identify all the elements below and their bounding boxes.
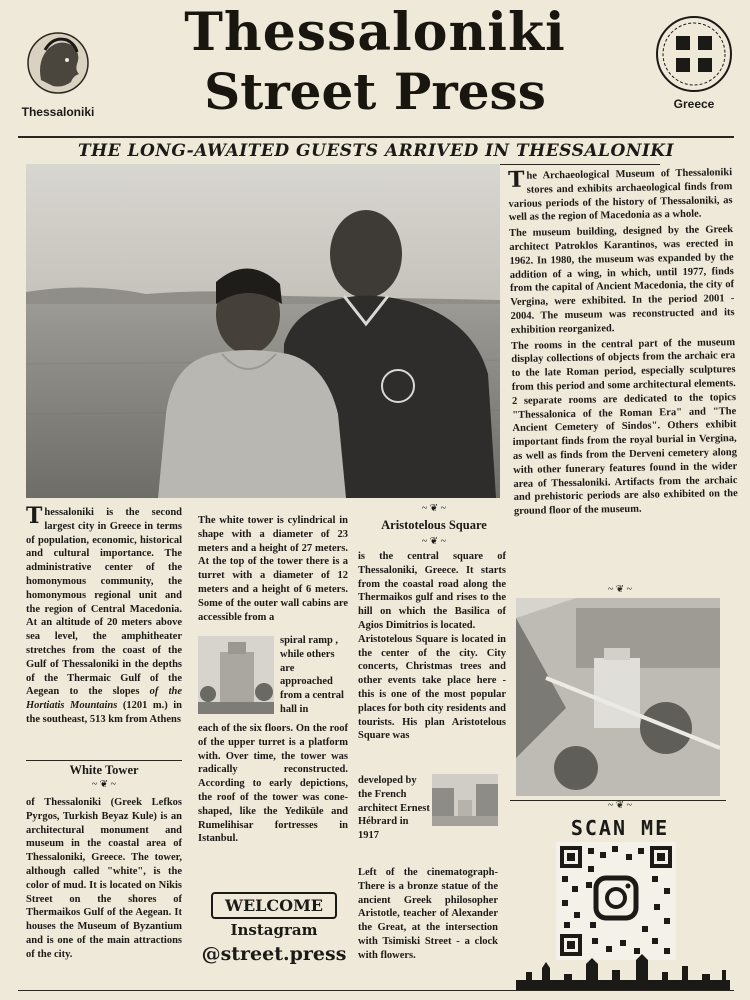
greek-cross-emblem-icon [654, 14, 734, 94]
ornament-divider: ~ ❦ ~ [91, 779, 117, 790]
thessaloniki-lead: hessaloniki [44, 507, 94, 518]
right-logo-caption: Greece [673, 97, 715, 111]
aristotelous-paragraph-1: is the central square of Thessaloniki, Greece. It starts from the coastal road along the Thermaikos gulf and rises to the hill on which the Basilica of Agios Dimitrios is located. [358, 551, 506, 631]
instagram-label: Instagram [230, 921, 318, 939]
aristotelous-paragraph-2: Aristotelous Square is located in the center of the city. City concerts, Christmas trees and other events take place here - this is one of the most popular places for both city residents and tourists. His plan Aristotelous Square was [358, 633, 506, 742]
white-tower-col2-beside: spiral ramp , while others are approached from a central hall in [280, 635, 344, 715]
aristotelous-paragraph-3: Left of the cinematograph- There is a bronze statue of the ancient Greek philosopher Aristotle, teacher of Alexander the Great, at the intersection with Tsimiski Street - a clock with flowers. [358, 867, 498, 961]
white-tower-photo [198, 636, 274, 714]
welcome-banner: WELCOME [211, 892, 337, 919]
thessaloniki-logo [18, 30, 98, 119]
ornament-divider: ~ ❦ ~ [607, 800, 633, 811]
aristotelous-square-photo [432, 774, 498, 826]
heading-rule [26, 760, 182, 761]
greece-emblem [652, 14, 736, 111]
museum-dropcap: T [507, 166, 525, 193]
left-logo-caption: Thessaloniki [21, 105, 95, 119]
masthead-subtitle: Street Press [204, 62, 546, 121]
thessaloniki-body: is the second largest city in Greece in terms of population, economic, historical and cultural importance. The administrative center of the homonymous community, the homonymous regional unit and the region of Central Macedonia. At an altitude of 20 meters above sea level, the amphitheater stretches from the coast of the Gulf of Thessaloniki in the depths of the Thermaic Gulf of the Aegean to the slopes [26, 507, 182, 698]
thessaloniki-article [26, 503, 183, 727]
city-skyline-icon [516, 950, 730, 990]
museum-article [508, 166, 738, 521]
thessaloniki-dropcap: T [26, 503, 43, 529]
masthead-rule [18, 136, 734, 138]
white-tower-article: of Thessaloniki (Greek Lefkos Pyrgos, Turkish Beyaz Kule) is an architectural monument and museum in the coastal area of Thessaloniki, Greece. The tower, although called "white", is the color of mud. It is located on Nikis Street on the shores of Thermaikos Gulf of the Aegean. It houses the Museum of Byzantium and is one of the main attractions of the city. [26, 797, 182, 960]
masthead-title: Thessaloniki [184, 2, 566, 63]
aristotelous-side-text: developed by the French architect Ernest Hébrard in 1917 [358, 775, 430, 842]
white-tower-heading: White Tower [69, 763, 139, 777]
city-aerial-photo [516, 598, 720, 796]
aristotelous-heading-block [360, 504, 508, 547]
white-tower-col2-bottom: each of the six floors. On the roof of the upper turret is a platform with. Over time, the tower was radically reconstructed. According to early depictions, the roof of the tower was cone-shaped, like the Yediküle and Rumelihisar fortresses in Istanbul. [198, 723, 348, 845]
couple-photo [26, 164, 500, 498]
scan-me-label: SCAN ME [570, 816, 670, 840]
museum-paragraph-1: he Archaeological Museum of Thessaloniki stores and exhibits archaeological finds from various periods of the history of Thessaloniki, as well as the region of Macedonia as a whole. [508, 167, 733, 224]
thessaloniki-end: (1201 m.) in the southeast, 513 km from Athens [26, 700, 182, 725]
white-tower-col2-top: The white tower is cylindrical in shape with a diameter of 23 meters and a height of 27 meters. At the top of the tower there is a turret with a diameter of 12 meters and a height of 6 meters. Some of the outer wall cabins are accessible from a [198, 515, 348, 623]
museum-paragraph-2: The museum building, designed by the Greek architect Patroklos Karantinos, was erected in 1962. In 1980, the museum was expanded by the addition of a wing, in which, until 1977, finds from the capital of Ancient Macedonia, the city of Vergina, were exhibited. In the period 2001 - 2004. The museum was reconstructed and its exhibition reorganized. [509, 224, 735, 336]
headline: THE LONG-AWAITED GUESTS ARRIVED IN THESSALONIKI [77, 141, 675, 161]
bottom-rule [18, 990, 734, 991]
aristotelous-article [358, 550, 506, 743]
alexander-head-icon [23, 30, 93, 96]
thessaloniki-italic: of the Hortiatis Mountains [26, 686, 183, 712]
ornament-divider: ~ ❦ ~ [607, 584, 633, 595]
museum-paragraph-3: The rooms in the central part of the museum display collections of objects from the archaic era to the late Roman period, especially sculptures from this period and some architectural elements. 2 separate rooms are dedicated to the topics "Thessalonica of the Roman Era" and "The Ancient Cemetery of Sindos". Others exhibit important finds from the royal burial in Vergina, as well as finds from the Derveni cemetery along with other funerary features found in the wider area of Thessaloniki. Artifacts from the archaic and prehistoric periods are also exhibited on the ground floor of the museum. [510, 336, 738, 518]
instagram-qr-code[interactable] [556, 842, 676, 960]
aristotelous-heading: Aristotelous Square [381, 518, 487, 532]
white-tower-heading-block [26, 760, 182, 790]
ornament-divider: ~ ❦ ~ [421, 536, 447, 547]
instagram-handle[interactable]: @street.press [201, 943, 347, 965]
ornament-divider: ~ ❦ ~ [421, 503, 447, 514]
instagram-welcome [196, 892, 352, 965]
